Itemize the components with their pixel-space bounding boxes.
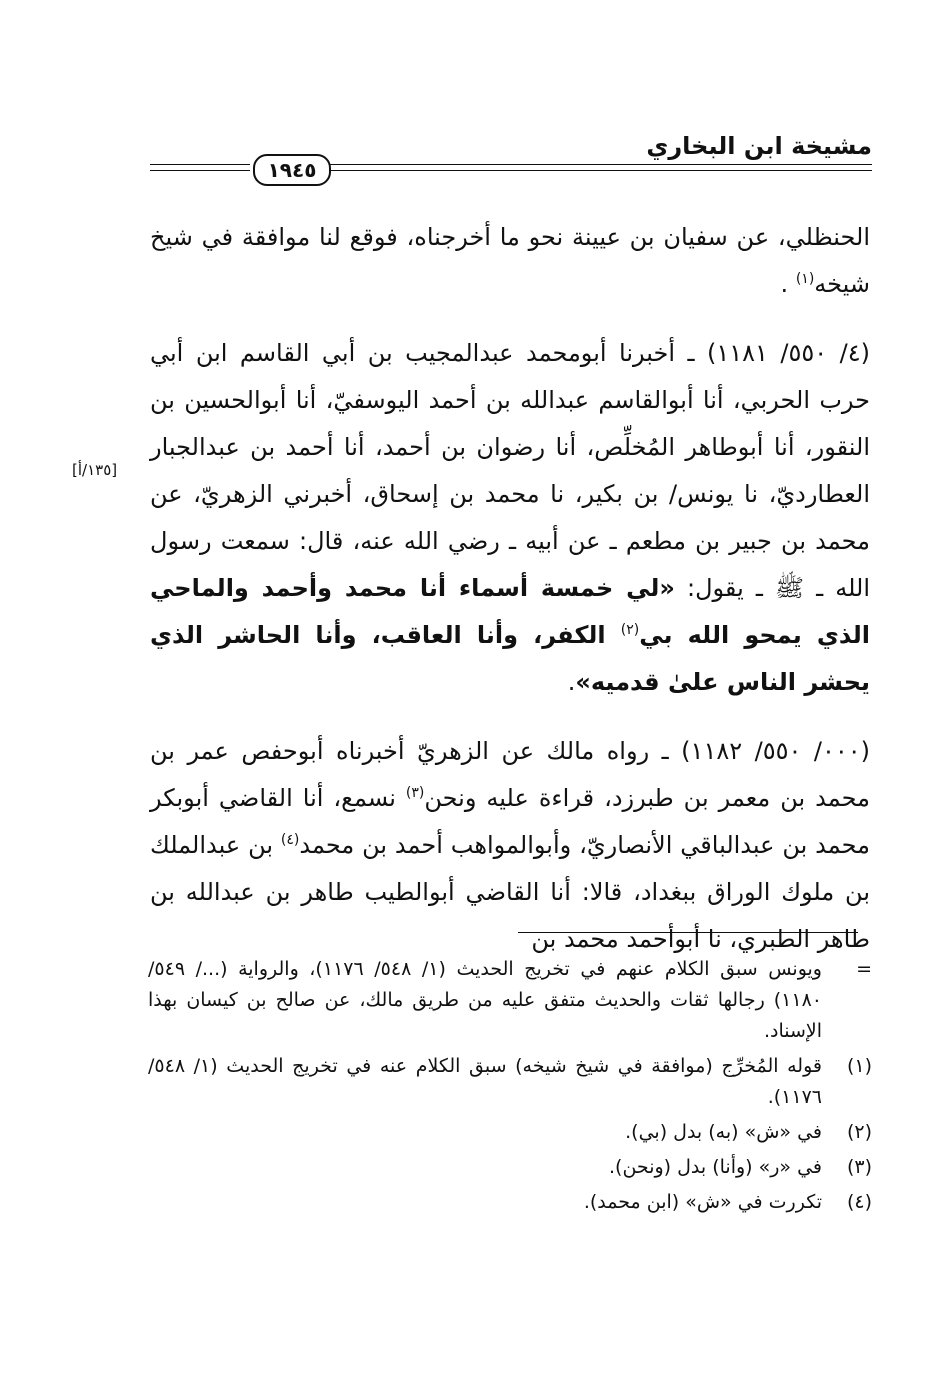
main-text [150,214,870,963]
footnote-text: تكررت في «ش» (ابن محمد). [583,1191,822,1213]
footnote-ref-3: (٣) [405,785,425,801]
hadith-1181-chain: (٤/ ٥٥٠/ ١١٨١) ـ أخبرنا أبومحمد عبدالمجيب بن أبي القاسم ابن أبي حرب الحربي، أنا أبوالقاسم عبدالله بن أحمد اليوسفيّ، أنا أبوالحسين بن النقور، أنا أبوطاهر المُخلِّص، أنا رضوان بن أحمد، أنا أحمد بن عبدالجبار العطارديّ، نا يونس/ بن بكير، نا محمد بن إسحاق، أخبرني الزهريّ، عن محمد بن جبير بن مطعم ـ عن أبيه ـ رضي الله عنه، قال: سمعت رسول الله ـ ﷺ ـ يقول: [150,339,871,602]
header-rule-right [330,164,872,165]
footnote-2 [148,1117,872,1148]
hadith-1181-paragraph [150,330,870,706]
footnote-text: قوله المُخرِّج (موافقة في شيخ شيخه) سبق الكلام عنه في تخريج الحديث (١/ ٥٤٨/ ١١٧٦). [148,1055,822,1108]
running-title: مشيخة ابن البخاري [646,132,872,160]
hadith-1181-matn-end: الكفر، وأنا العاقب، وأنا الحاشر الذي يحشر الناس علىٰ قدميه» [150,621,870,696]
footnote-mark: (٢) [846,1121,872,1143]
footnote-mark: = [856,958,872,980]
intro-text: الحنظلي، عن سفيان بن عيينة نحو ما أخرجناه، فوقع لنا موافقة في شيخ شيخه [150,223,870,298]
header-rule-right-2 [330,170,872,171]
footnote-ref-4: (٤) [280,832,300,848]
footnote-text: ويونس سبق الكلام عنهم في تخريج الحديث (١/ ٥٤٨/ ١١٧٦)، والرواية (.../ ٥٤٩/ ١١٨٠) رجالها ثقات والحديث متفق عليه من طريق مالك، عن صالح بن كيسان بهذا الإسناد. [148,958,822,1042]
intro-paragraph: الحنظلي، عن سفيان بن عيينة نحو ما أخرجناه، فوقع لنا موافقة في شيخ شيخه$^{(١)}$ . [150,223,870,298]
footnote-mark: (١) [846,1055,872,1077]
header-rule-left-2 [150,170,250,171]
header-rule-left [150,164,250,165]
footnote-mark: (٣) [846,1156,872,1178]
hadith-1182-paragraph [150,728,870,963]
hadith-1181-period: . [567,668,576,696]
footnote-text: في «ر» (وأنا) بدل (ونحن). [609,1156,822,1178]
footnote-3 [148,1152,872,1183]
page-number: ١٩٤٥ [253,154,331,186]
hadith-1182-chain: (٠٠٠/ ٥٥٠/ ١١٨٢) ـ رواه مالك عن الزهريّ أخبرناه أبوحفص عمر بن محمد بن معمر بن طبرزد، قراءة عليه ونحن [150,737,871,812]
footnote-ref-1: (١) [795,271,815,287]
footnote-separator [518,932,858,933]
hadith-1182-chain-3: بن عبدالملك بن ملوك الوراق ببغداد، قالا: أنا القاضي أبوالطيب طاهر بن عبدالله بن طاهر الطبري، نا أبوأحمد محمد بن [150,831,870,953]
footnote-mark: (٤) [846,1191,872,1213]
footnote-ref-2: (٢) [620,622,640,638]
footnote-text: في «ش» (به) بدل (بي). [625,1121,822,1143]
footnotes [148,954,872,1222]
page-header [150,132,872,182]
footnote-1 [148,1051,872,1113]
footnote-4 [148,1187,872,1218]
hadith-1181-matn: «لي خمسة أسماء أنا محمد وأحمد والماحي الذي يمحو الله بي [150,574,870,649]
manuscript-folio-marker: [١٣٥/أ] [72,461,118,479]
footnote-continuation [148,954,872,1047]
hadith-1182-chain-2: نسمع، أنا القاضي أبوبكر محمد بن عبدالباقي الأنصاريّ، وأبوالمواهب أحمد بن محمد [150,784,870,859]
